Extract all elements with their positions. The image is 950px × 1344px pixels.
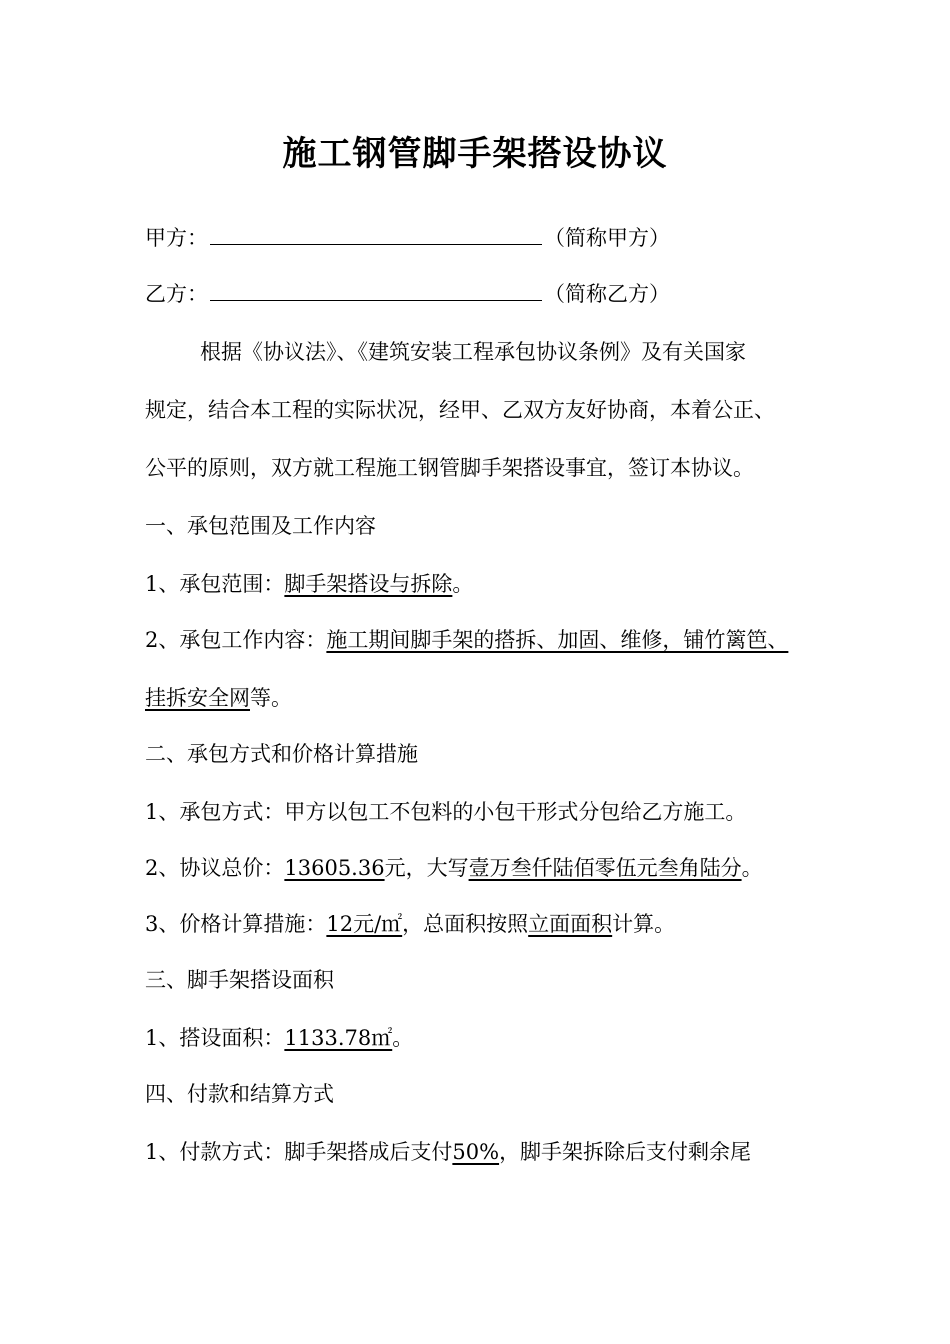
s2-item-1: 1、承包方式：甲方以包工不包料的小包干形式分包给乙方施工。 bbox=[145, 800, 747, 824]
s1-item-1-label: 1、承包范围： bbox=[145, 572, 285, 596]
party-b-line bbox=[145, 280, 670, 308]
s3-item-1 bbox=[145, 1024, 413, 1052]
section-3-heading: 三、脚手架搭设面积 bbox=[145, 968, 334, 992]
intro-line-1: 根据《协议法》、《建筑安装工程承包协议条例》及有关国家 bbox=[200, 340, 746, 364]
s1-item-2-cont-value: 挂拆安全网 bbox=[145, 686, 250, 710]
payment-percent: 50% bbox=[452, 1140, 500, 1164]
s1-item-2-label: 2、承包工作内容： bbox=[145, 628, 327, 652]
erection-area: 1133.78㎡ bbox=[284, 1026, 393, 1050]
party-b-blank[interactable] bbox=[210, 280, 542, 301]
document-title: 施工钢管脚手架搭设协议 bbox=[282, 134, 668, 174]
s3-item-1-end: 。 bbox=[392, 1026, 414, 1050]
s1-item-2-end: 等。 bbox=[250, 686, 292, 710]
party-a-line bbox=[145, 224, 670, 252]
area-basis: 立面面积 bbox=[528, 912, 613, 936]
contract-amount: 13605.36 bbox=[284, 856, 385, 880]
party-a-blank[interactable] bbox=[210, 224, 542, 245]
section-4-heading: 四、付款和结算方式 bbox=[145, 1082, 334, 1106]
s1-item-1-value: 脚手架搭设与拆除 bbox=[284, 572, 453, 596]
s2-item-3-label: 3、价格计算措施： bbox=[145, 912, 327, 936]
s2-item-3 bbox=[145, 910, 675, 938]
s2-item-2-label: 2、协议总价： bbox=[145, 856, 285, 880]
s2-item-3-mid: ，总面积按照 bbox=[402, 912, 529, 936]
s4-item-1-label: 1、付款方式：脚手架搭成后支付 bbox=[145, 1140, 453, 1164]
s1-item-1 bbox=[145, 570, 473, 598]
intro-line-3: 公平的原则，双方就工程施工钢管脚手架搭设事宜，签订本协议。 bbox=[145, 456, 754, 480]
section-1-heading: 一、承包范围及工作内容 bbox=[145, 514, 376, 538]
s1-item-2-value: 施工期间脚手架的搭拆、加固、维修，铺竹篱笆、 bbox=[326, 628, 789, 652]
party-a-label: 甲方： bbox=[145, 226, 208, 250]
section-2-heading: 二、承包方式和价格计算措施 bbox=[145, 742, 418, 766]
s1-item-2-cont bbox=[145, 684, 292, 712]
unit-price: 12元/㎡ bbox=[326, 912, 403, 936]
s1-item-1-end: 。 bbox=[452, 572, 474, 596]
contract-amount-words: 壹万叁仟陆佰零伍元叁角陆分 bbox=[468, 856, 742, 880]
s1-item-2 bbox=[145, 626, 788, 654]
party-b-suffix: （简称乙方） bbox=[544, 282, 670, 306]
party-b-label: 乙方： bbox=[145, 282, 208, 306]
party-a-suffix: （简称甲方） bbox=[544, 226, 670, 250]
s2-item-2 bbox=[145, 854, 763, 882]
s2-item-2-end: 。 bbox=[741, 856, 763, 880]
s3-item-1-label: 1、搭设面积： bbox=[145, 1026, 285, 1050]
s4-item-1-end: ，脚手架拆除后支付剩余尾 bbox=[499, 1140, 752, 1164]
s4-item-1 bbox=[145, 1138, 751, 1166]
s2-item-2-mid: 元，大写 bbox=[384, 856, 469, 880]
s2-item-3-end: 计算。 bbox=[612, 912, 676, 936]
intro-line-2: 规定，结合本工程的实际状况，经甲、乙双方友好协商，本着公正、 bbox=[145, 398, 775, 422]
